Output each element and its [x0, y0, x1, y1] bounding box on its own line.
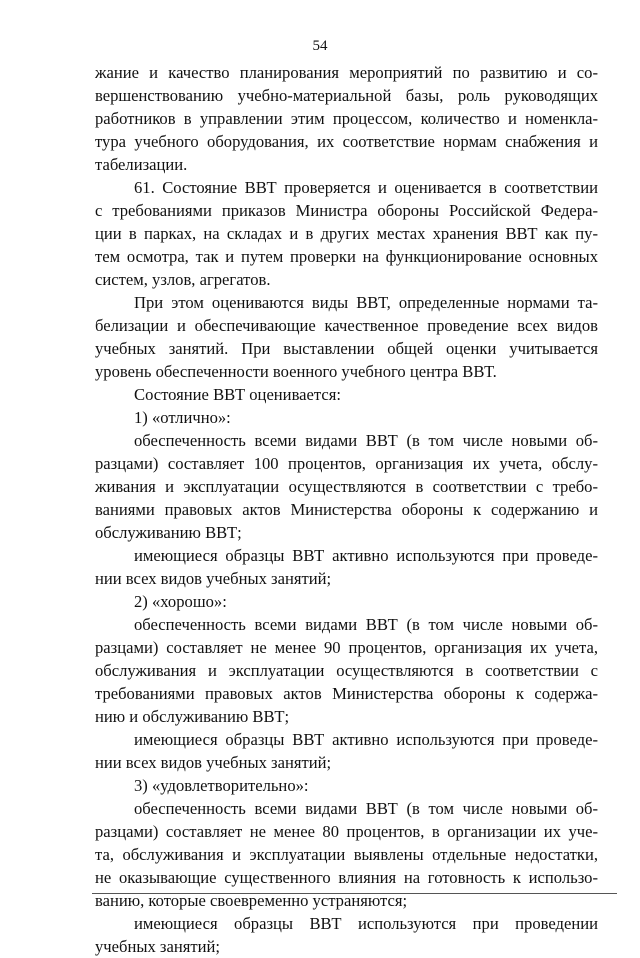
text-line: нии всех видов учебных занятий; — [95, 569, 332, 588]
text-line: 2) «хорошо»: — [134, 592, 227, 611]
text-line: имеющиеся образцы ВВТ используются при проведении — [134, 914, 598, 933]
text-line: 3) «удовлетворительно»: — [134, 776, 309, 795]
text-line: ции в парках, на складах и в других местах хранения ВВТ как пу- — [95, 224, 598, 243]
text-line: нии всех видов учебных занятий; — [95, 753, 332, 772]
text-line: имеющиеся образцы ВВТ активно используются при проведе- — [134, 546, 598, 565]
text-line: требованиями правовых актов Министерства обороны к содержа- — [95, 684, 598, 703]
text-line: ваниями правовых актов Министерства обороны к содержанию и — [95, 500, 598, 519]
bottom-rule — [92, 893, 617, 894]
text-line: белизации и обеспечивающие качественное проведение всех видов — [95, 316, 598, 335]
text-line: тура учебного оборудования, их соответствие нормам снабжения и — [95, 132, 598, 151]
text-line: разцами) составляет не менее 80 процентов, в организации их уче- — [95, 822, 598, 841]
text-line: вершенствованию учебно-материальной базы, роль руководящих — [95, 86, 598, 105]
text-line: обеспеченность всеми видами ВВТ (в том числе новыми об- — [134, 431, 598, 450]
text-line: уровень обеспеченности военного учебного центра ВВТ. — [95, 362, 497, 381]
text-line: разцами) составляет 100 процентов, организация их учета, обслу- — [95, 454, 598, 473]
text-line: с требованиями приказов Министра обороны Российской Федера- — [95, 201, 598, 220]
document-body — [95, 61, 598, 958]
text-line: При этом оцениваются виды ВВТ, определенные нормами та- — [134, 293, 598, 312]
page-number: 54 — [312, 38, 328, 54]
text-line: обеспеченность всеми видами ВВТ (в том числе новыми об- — [134, 615, 598, 634]
text-line: ванию, которые своевременно устраняются; — [95, 891, 408, 910]
text-line: тем осмотра, так и путем проверки на функционирование основных — [95, 247, 598, 266]
text-line: та, обслуживания и эксплуатации выявлены отдельные недостатки, — [95, 845, 598, 864]
text-line: не оказывающие существенного влияния на готовность к использо- — [95, 868, 598, 887]
text-line: работников в управлении этим процессом, количество и номенкла- — [95, 109, 598, 128]
text-line: разцами) составляет не менее 90 процентов, организация их учета, — [95, 638, 598, 657]
text-line: 1) «отлично»: — [134, 408, 231, 427]
text-line: Состояние ВВТ оценивается: — [134, 385, 341, 404]
text-line: систем, узлов, агрегатов. — [95, 270, 271, 289]
text-line: нию и обслуживанию ВВТ; — [95, 707, 290, 726]
text-line: обслуживанию ВВТ; — [95, 523, 242, 542]
text-line: учебных занятий. При выставлении общей оценки учитывается — [95, 339, 598, 358]
text-line: учебных занятий; — [95, 937, 220, 956]
text-line: имеющиеся образцы ВВТ активно используются при проведе- — [134, 730, 598, 749]
text-line: обслуживания и эксплуатации осуществляются в соответствии с — [95, 661, 598, 680]
text-line: живания и эксплуатации осуществляются в соответствии с требо- — [95, 477, 598, 496]
text-line: обеспеченность всеми видами ВВТ (в том числе новыми об- — [134, 799, 598, 818]
text-line: жание и качество планирования мероприятий по развитию и со- — [95, 63, 598, 82]
text-line: табелизации. — [95, 155, 188, 174]
text-line: 61. Состояние ВВТ проверяется и оценивается в соответствии — [134, 178, 598, 197]
